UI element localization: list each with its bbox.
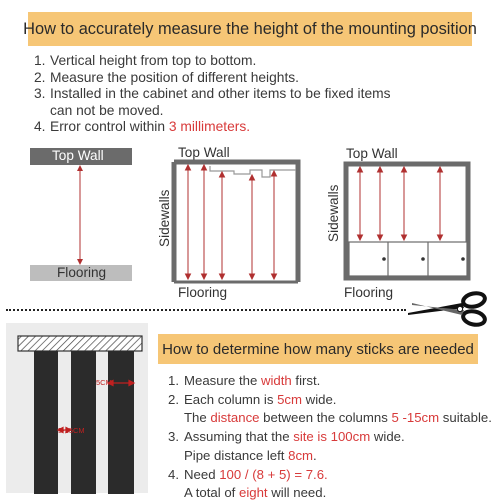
step-highlight: 5cm xyxy=(277,391,303,407)
list-item xyxy=(168,372,498,391)
top-wall-label: Top Wall xyxy=(178,145,230,160)
step-number: 3. xyxy=(168,429,179,445)
room-with-cabinet xyxy=(342,160,472,282)
step-text: Installed in the cabinet and other items to be fixed items xyxy=(50,86,391,102)
list-item xyxy=(34,119,464,136)
room-outline xyxy=(170,158,302,288)
step-text: will need. xyxy=(267,485,327,500)
list-item xyxy=(168,391,498,410)
step-highlight: 100 / (8 + 5) = 7.6. xyxy=(219,466,328,482)
sidewalls-label: Sidewalls xyxy=(326,184,341,242)
list-item xyxy=(34,53,464,70)
step-number: 2. xyxy=(34,69,46,85)
top-title: How to accurately measure the height of the mounting position xyxy=(23,19,477,38)
flooring-label: Flooring xyxy=(344,285,394,300)
step-text: A total of xyxy=(184,485,239,500)
step-continuation xyxy=(168,484,498,500)
top-title-banner xyxy=(23,12,477,46)
scissors-icon xyxy=(404,291,492,327)
list-item xyxy=(34,86,464,103)
step-text: Assuming that the xyxy=(184,429,294,445)
step-continuation xyxy=(168,409,498,428)
sticks-diagram xyxy=(16,334,146,494)
step-highlight: 5 -15cm xyxy=(391,410,440,426)
step-highlight: width xyxy=(260,373,292,388)
step-text: Measure the xyxy=(184,373,261,388)
step-text: Error control within xyxy=(50,119,169,135)
list-item xyxy=(168,428,498,447)
cut-line xyxy=(6,309,406,311)
step-text: wide. xyxy=(370,429,405,445)
step-number: 3. xyxy=(34,86,46,102)
step-number: 4. xyxy=(34,119,46,135)
step-text: first. xyxy=(291,373,321,388)
step-highlight: eight xyxy=(238,485,268,500)
top-wall-label: Top Wall xyxy=(52,148,104,163)
column-gap-label: 5-15CM xyxy=(58,426,85,435)
bottom-title: How to determine how many sticks are needed xyxy=(162,340,474,358)
top-wall-label: Top Wall xyxy=(346,146,398,161)
bottom-title-banner xyxy=(158,334,478,364)
step-highlight: distance xyxy=(210,410,260,426)
step-text: suitable. xyxy=(439,410,492,426)
flooring-label: Flooring xyxy=(57,265,107,280)
step-number: 1. xyxy=(168,373,179,388)
step-number: 1. xyxy=(34,53,46,68)
measure-steps-list xyxy=(34,53,464,136)
step-highlight: 3 millimeters. xyxy=(168,119,251,135)
step-text: wide. xyxy=(302,391,337,407)
step-text: Pipe distance left xyxy=(184,447,289,463)
list-item xyxy=(34,70,464,87)
step-continuation: can not be moved. xyxy=(50,102,164,118)
step-number: 2. xyxy=(168,391,179,407)
step-text: Need xyxy=(184,466,220,482)
height-arrow xyxy=(70,165,90,265)
step-text: Vertical height from top to bottom. xyxy=(50,53,257,68)
column-width-label: 5CM xyxy=(96,378,112,387)
step-highlight: site is 100cm xyxy=(293,429,371,445)
step-text: between the columns xyxy=(259,410,392,426)
step-text: . xyxy=(313,447,317,463)
step-text: Each column is xyxy=(184,391,278,407)
list-item xyxy=(168,466,498,485)
sticks-steps-list xyxy=(168,372,498,500)
step-number: 4. xyxy=(168,466,179,482)
step-text: The xyxy=(184,410,211,426)
step-highlight: 8cm xyxy=(288,447,314,463)
flooring-label: Flooring xyxy=(178,285,228,300)
sidewalls-label: Sidewalls xyxy=(157,189,172,247)
step-text: Measure the position of different heights. xyxy=(50,69,300,85)
step-continuation xyxy=(168,447,498,466)
